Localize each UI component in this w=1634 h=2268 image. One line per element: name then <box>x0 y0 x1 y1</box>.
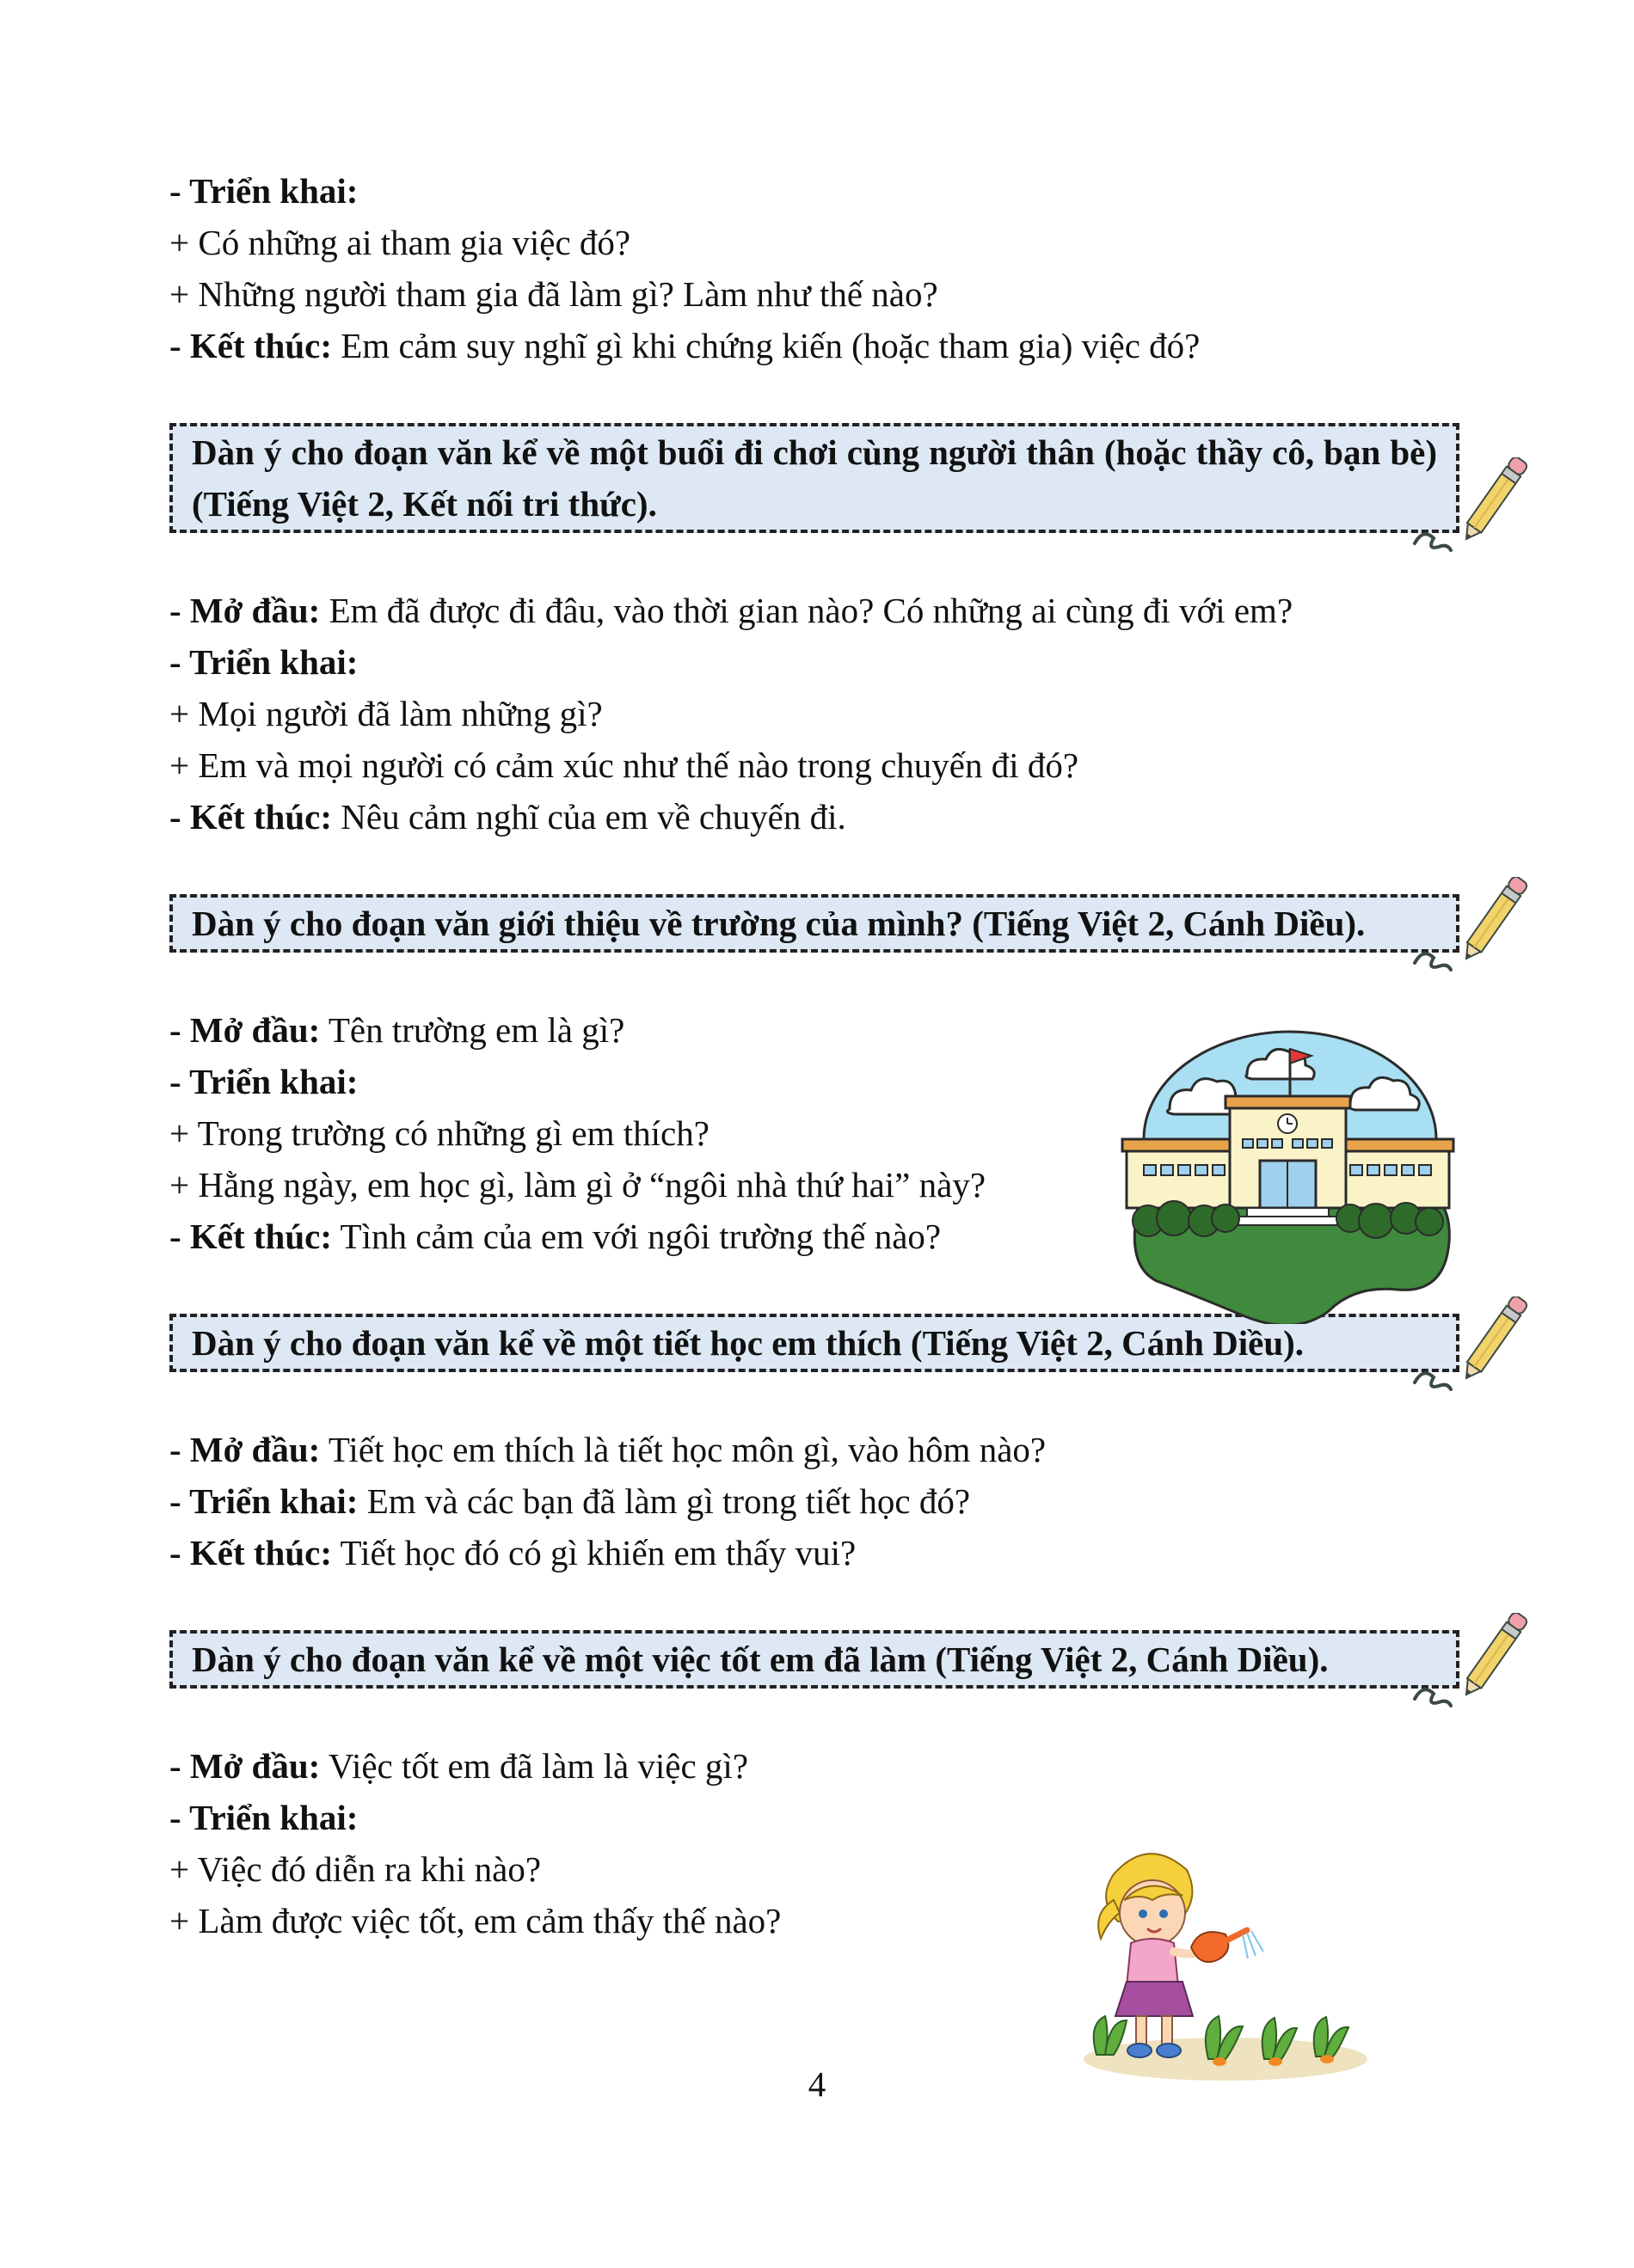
mo-dau-text: Tên trường em là gì? <box>320 1010 625 1050</box>
section-heading-text: Dàn ý cho đoạn văn kể về một việc tốt em đã làm (Tiếng Việt 2, Cánh Diều). <box>192 1640 1329 1679</box>
ket-thuc-label: - Kết thúc: <box>169 1217 333 1256</box>
list-item: + Những người tham gia đã làm gì? Làm như thế nào? <box>169 274 938 314</box>
mo-dau-line <box>169 1424 1459 1475</box>
list-item: + Trong trường có những gì em thích? <box>169 1113 710 1153</box>
section-heading-text: Dàn ý cho đoạn văn giới thiệu về trường của mình? (Tiếng Việt 2, Cánh Diều). <box>192 904 1366 943</box>
section-heading-text: Dàn ý cho đoạn văn kể về một buổi đi chơi cùng người thân (hoặc thầy cô, bạn bè) (Tiếng Việt 2, Kết nối tri thức). <box>192 432 1437 524</box>
school-illustration <box>1118 1027 1458 1324</box>
ket-thuc-line <box>169 791 1459 843</box>
mo-dau-line <box>169 585 1459 636</box>
trien-khai-label: - Triển khai: <box>169 642 359 682</box>
mo-dau-line <box>169 1740 1459 1792</box>
pencil-icon <box>1406 1613 1535 1725</box>
trien-khai-label: - Triển khai: <box>169 1481 359 1521</box>
ket-thuc-label: - Kết thúc: <box>169 797 333 837</box>
mo-dau-text: Việc tốt em đã làm là việc gì? <box>320 1746 749 1786</box>
ket-thuc-text: Nêu cảm nghĩ của em về chuyến đi. <box>332 797 846 837</box>
list-item: + Làm được việc tốt, em cảm thấy thế nào? <box>169 1901 782 1940</box>
ket-thuc-line <box>169 320 1459 371</box>
section-heading <box>169 423 1459 533</box>
section-heading <box>169 1630 1459 1689</box>
ket-thuc-text: Tình cảm của em với ngôi trường thế nào? <box>332 1217 942 1256</box>
list-item: + Việc đó diễn ra khi nào? <box>169 1849 542 1889</box>
list-item: + Mọi người đã làm những gì? <box>169 694 603 733</box>
trien-khai-label: - Triển khai: <box>169 171 359 211</box>
mo-dau-text: Tiết học em thích là tiết học môn gì, vào hôm nào? <box>320 1430 1047 1469</box>
trien-khai-line <box>169 1475 1459 1527</box>
pencil-icon <box>1406 877 1535 989</box>
mo-dau-label: - Mở đầu: <box>169 1010 321 1050</box>
mo-dau-label: - Mở đầu: <box>169 1430 321 1469</box>
girl-watering-plants-illustration <box>1079 1840 1372 2085</box>
page-number: 4 <box>808 2064 826 2104</box>
ket-thuc-line <box>169 1527 1459 1578</box>
trien-khai-label: - Triển khai: <box>169 1062 359 1101</box>
ket-thuc-label: - Kết thúc: <box>169 1533 333 1572</box>
ket-thuc-label: - Kết thúc: <box>169 326 333 365</box>
section-heading-text: Dàn ý cho đoạn văn kể về một tiết học em thích (Tiếng Việt 2, Cánh Diều). <box>192 1323 1305 1363</box>
mo-dau-text: Em đã được đi đâu, vào thời gian nào? Có những ai cùng đi với em? <box>320 591 1293 630</box>
pencil-icon <box>1406 457 1535 569</box>
list-item: + Có những ai tham gia việc đó? <box>169 223 631 262</box>
mo-dau-label: - Mở đầu: <box>169 1746 321 1786</box>
trien-khai-text: Em và các bạn đã làm gì trong tiết học đó? <box>358 1481 971 1521</box>
trien-khai-label: - Triển khai: <box>169 1798 359 1837</box>
ket-thuc-text: Tiết học đó có gì khiến em thấy vui? <box>332 1533 857 1572</box>
mo-dau-label: - Mở đầu: <box>169 591 321 630</box>
section-heading <box>169 894 1459 953</box>
list-item: + Em và mọi người có cảm xúc như thế nào trong chuyến đi đó? <box>169 745 1079 785</box>
list-item: + Hằng ngày, em học gì, làm gì ở “ngôi nhà thứ hai” này? <box>169 1165 986 1204</box>
ket-thuc-text: Em cảm suy nghĩ gì khi chứng kiến (hoặc tham gia) việc đó? <box>332 326 1201 365</box>
